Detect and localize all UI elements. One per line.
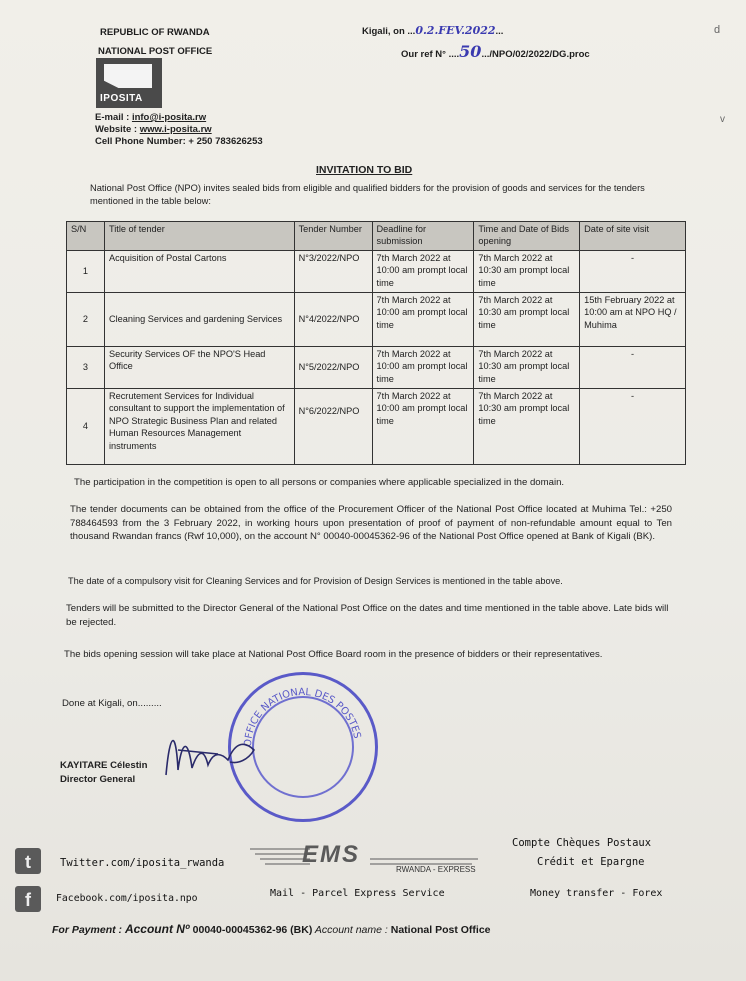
payment-label: For Payment : [52,924,125,936]
cell-visit: - [580,389,686,465]
cell-deadline: 7th March 2022 at 10:00 am prompt local time [372,293,474,347]
cell-number: N°4/2022/NPO [294,293,372,347]
twitter-link[interactable]: Twitter.com/iposita_rwanda [60,857,225,869]
margin-mark-v: v [720,114,725,125]
signer-name: KAYITARE Célestin [60,760,148,771]
document-title: INVITATION TO BID [316,164,413,176]
cell-title: Acquisition of Postal Cartons [104,251,294,293]
table-row [67,389,686,465]
cell-opening: 7th March 2022 at 10:30 am prompt local time [474,347,580,389]
table-row [67,251,686,293]
date-tail: ... [495,26,504,37]
cell-sn: 2 [67,293,105,347]
contact-block [95,112,263,148]
cell-title: Security Services OF the NPO'S Head Office [104,347,294,389]
cell-deadline: 7th March 2022 at 10:00 am prompt local time [372,389,474,465]
header-number: Tender Number [294,222,372,251]
cell-title: Recrutement Services for Individual consultant to support the implementation of NPO Strategic Business Plan and related Human Resources Management instruments [104,389,294,465]
done-at-line: Done at Kigali, on......... [62,698,162,709]
money-transfer: Money transfer - Forex [530,888,663,899]
paragraph-opening-session: The bids opening session will take place at National Post Office Board room in the presence of bidders or their representatives. [64,649,603,660]
cell-visit: 15th February 2022 at 10:00 am at NPO HQ / Muhima [580,293,686,347]
date-label: Kigali, on ... [362,26,416,37]
website-link[interactable]: www.i-posita.rw [139,124,212,135]
payment-name-label: Account name : [312,924,391,936]
header-deadline: Deadline for submission [372,222,474,251]
phone-number: Cell Phone Number: + 250 783626253 [95,136,263,147]
tender-table [66,221,686,465]
cell-deadline: 7th March 2022 at 10:00 am prompt local time [372,347,474,389]
table-row [67,293,686,347]
email-link[interactable]: info@i-posita.rw [131,112,207,123]
logo-text: IPOSITA [100,93,143,104]
cell-number: N°3/2022/NPO [294,251,372,293]
ref-tail: .../NPO/02/2022/DG.proc [481,49,590,60]
table-row [67,347,686,389]
handwritten-date: 0.2.FEV.2022 [415,24,496,37]
credit-epargne: Crédit et Epargne [537,856,645,868]
cell-opening: 7th March 2022 at 10:30 am prompt local time [474,293,580,347]
cell-number: N°5/2022/NPO [294,347,372,389]
cell-sn: 1 [67,251,105,293]
cell-visit: - [580,347,686,389]
signer-title: Director General [60,774,136,785]
compte-cheques: Compte Chèques Postaux [512,837,652,849]
iposita-logo [96,58,162,108]
ems-logo-text: EMS [302,841,361,868]
signature [158,720,268,790]
signer-block [60,759,147,787]
margin-mark-d: d [714,24,721,36]
payment-account: 00040-00045362-96 (BK) [192,924,313,936]
facebook-icon: f [15,886,41,912]
ref-label: Our ref N° .... [401,49,460,60]
cell-opening: 7th March 2022 at 10:30 am prompt local time [474,389,580,465]
office-heading: NATIONAL POST OFFICE [98,46,213,57]
table-header-row [67,222,686,251]
website-label: Website : [95,124,140,135]
payment-line [52,922,491,936]
reference-line [401,42,590,61]
twitter-icon: t [15,848,41,874]
payment-account-label: Account Nº [124,922,193,936]
mail-services: Mail - Parcel Express Service [270,888,445,899]
paragraph-site-visit: The date of a compulsory visit for Cleaning Services and for Provision of Design Services is mentioned in the table above. [68,576,563,586]
header-title: Title of tender [104,222,294,251]
header-opening: Time and Date of Bids opening [474,222,580,251]
cell-sn: 4 [67,389,105,465]
cell-deadline: 7th March 2022 at 10:00 am prompt local time [372,251,474,293]
handwritten-ref-number: 50 [459,42,482,61]
ems-subtitle: RWANDA - EXPRESS [396,865,476,874]
facebook-link[interactable]: Facebook.com/iposita.npo [56,893,198,904]
stamp-text: OFFICE NATIONAL DES POSTES [242,686,363,748]
payment-name: National Post Office [390,924,491,936]
intro-paragraph: National Post Office (NPO) invites sealed bids from eligible and qualified bidders for the provision of goods and services for the tenders mentioned in the table below: [90,183,645,206]
cell-opening: 7th March 2022 at 10:30 am prompt local time [474,251,580,293]
paragraph-documents: The tender documents can be obtained from the office of the Procurement Officer of the National Post Office located at Muhima Tel.: +250 788464593 from the 3 February 2022, in working hours upon presentation of proof of payment of non-refundable amount equal to Ten thousand Rwandan francs (Rwf 10,000), on the account N° 00040-00045362-96 of the National Post Office opened at Bank of Kigali (BK). [70,504,672,543]
cell-sn: 3 [67,347,105,389]
cell-number: N°6/2022/NPO [294,389,372,465]
ems-logo [250,843,480,873]
header-sn: S/N [67,222,105,251]
paragraph-submission: Tenders will be submitted to the Director General of the National Post Office on the dates and time mentioned in the table above. Late bids will be rejected. [66,603,669,628]
cell-title: Cleaning Services and gardening Services [104,293,294,347]
republic-heading: REPUBLIC OF RWANDA [100,27,210,38]
email-label: E-mail : [95,112,132,123]
paragraph-participation: The participation in the competition is open to all persons or companies where applicable specialized in the domain. [74,477,565,488]
date-line [362,24,503,37]
header-visit: Date of site visit [580,222,686,251]
cell-visit: - [580,251,686,293]
